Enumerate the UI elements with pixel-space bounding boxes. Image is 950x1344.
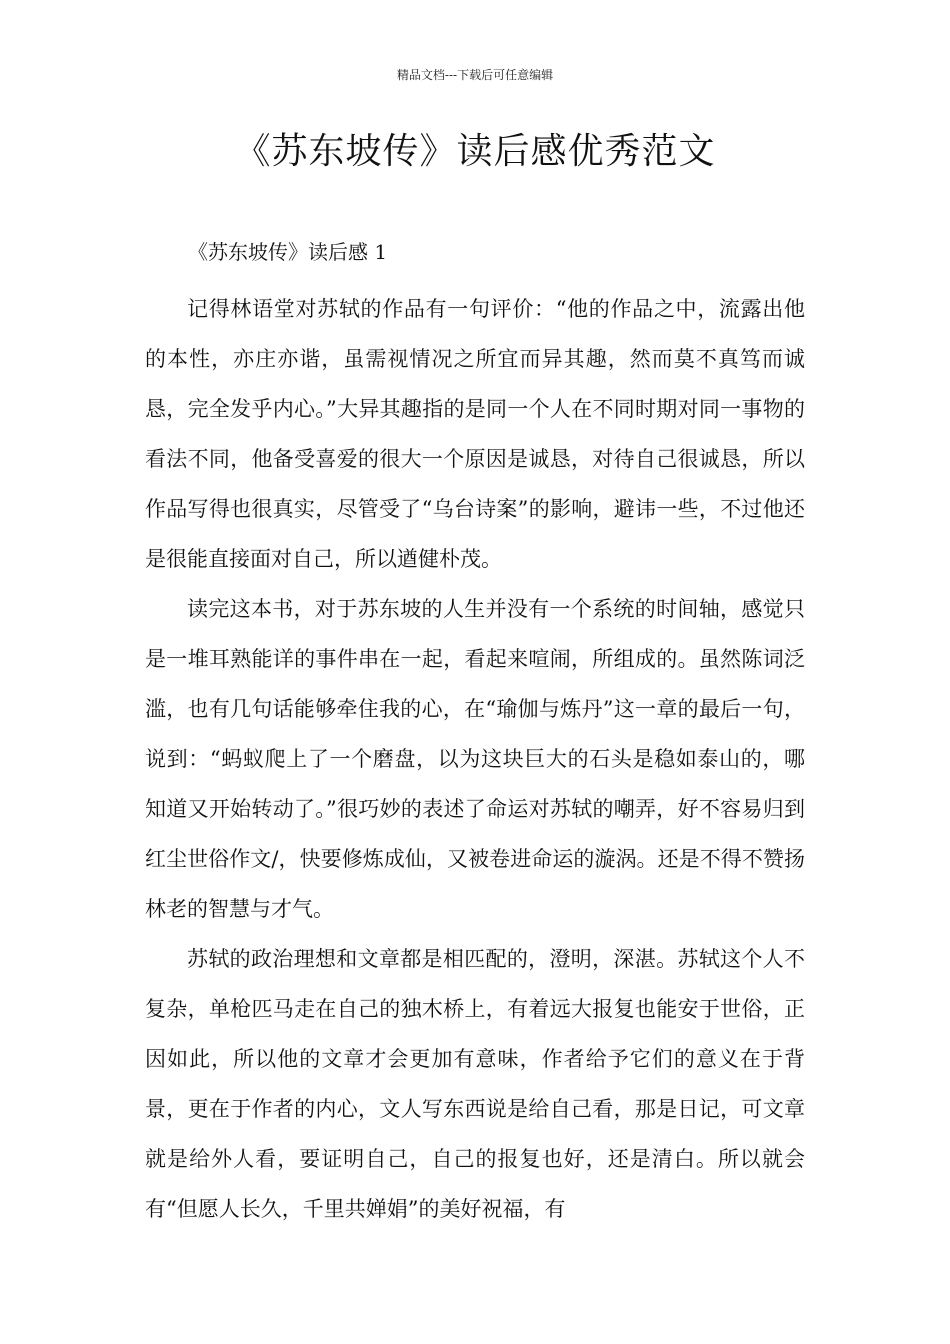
- document-title: 《苏东坡传》读后感优秀范文: [234, 131, 716, 172]
- document-body: [145, 284, 805, 1234]
- paragraph: 苏轼的政治理想和文章都是相匹配的，澄明，深湛。苏轼这个人不复杂，单枪匹马走在自己的独木桥上，有着远大报复也能安于世俗，正因如此，所以他的文章才会更加有意味，作者给予它们的意义在于背景，更在于作者的内心，文人写东西说是给自己看，那是日记，可文章就是给外人看，要证明自己，自己的报复也好，还是清白。所以就会有“但愿人长久，千里共婵娟”的美好祝福，有: [145, 947, 805, 1221]
- page-header: 精品文档---下载后可任意编辑: [396, 68, 554, 82]
- paragraph: 记得林语堂对苏轼的作品有一句评价：“他的作品之中，流露出他的本性，亦庄亦谐，虽需视情况之所宜而异其趣，然而莫不真笃而诚恳，完全发乎内心。”大异其趣指的是同一个人在不同时期对同一事物的看法不同，他备受喜爱的很大一个原因是诚恳，对待自己很诚恳，所以作品写得也很真实，尽管受了“乌台诗案”的影响，避讳一些，不过他还是很能直接面对自己，所以遒健朴茂。: [145, 297, 805, 571]
- section-heading: 《苏东坡传》读后感 1: [188, 240, 388, 264]
- paragraph: 读完这本书，对于苏东坡的人生并没有一个系统的时间轴，感觉只是一堆耳熟能详的事件串在一起，看起来喧闹，所组成的。虽然陈词泛滥，也有几句话能够牵住我的心，在“瑜伽与炼丹”这一章的最后一句，说到：“蚂蚁爬上了一个磨盘，以为这块巨大的石头是稳如泰山的，哪知道又开始转动了。”很巧妙的表述了命运对苏轼的嘲弄，好不容易归到红尘世俗作文/，快要修炼成仙，又被卷进命运的漩涡。还是不得不赞扬林老的智慧与才气。: [145, 597, 805, 921]
